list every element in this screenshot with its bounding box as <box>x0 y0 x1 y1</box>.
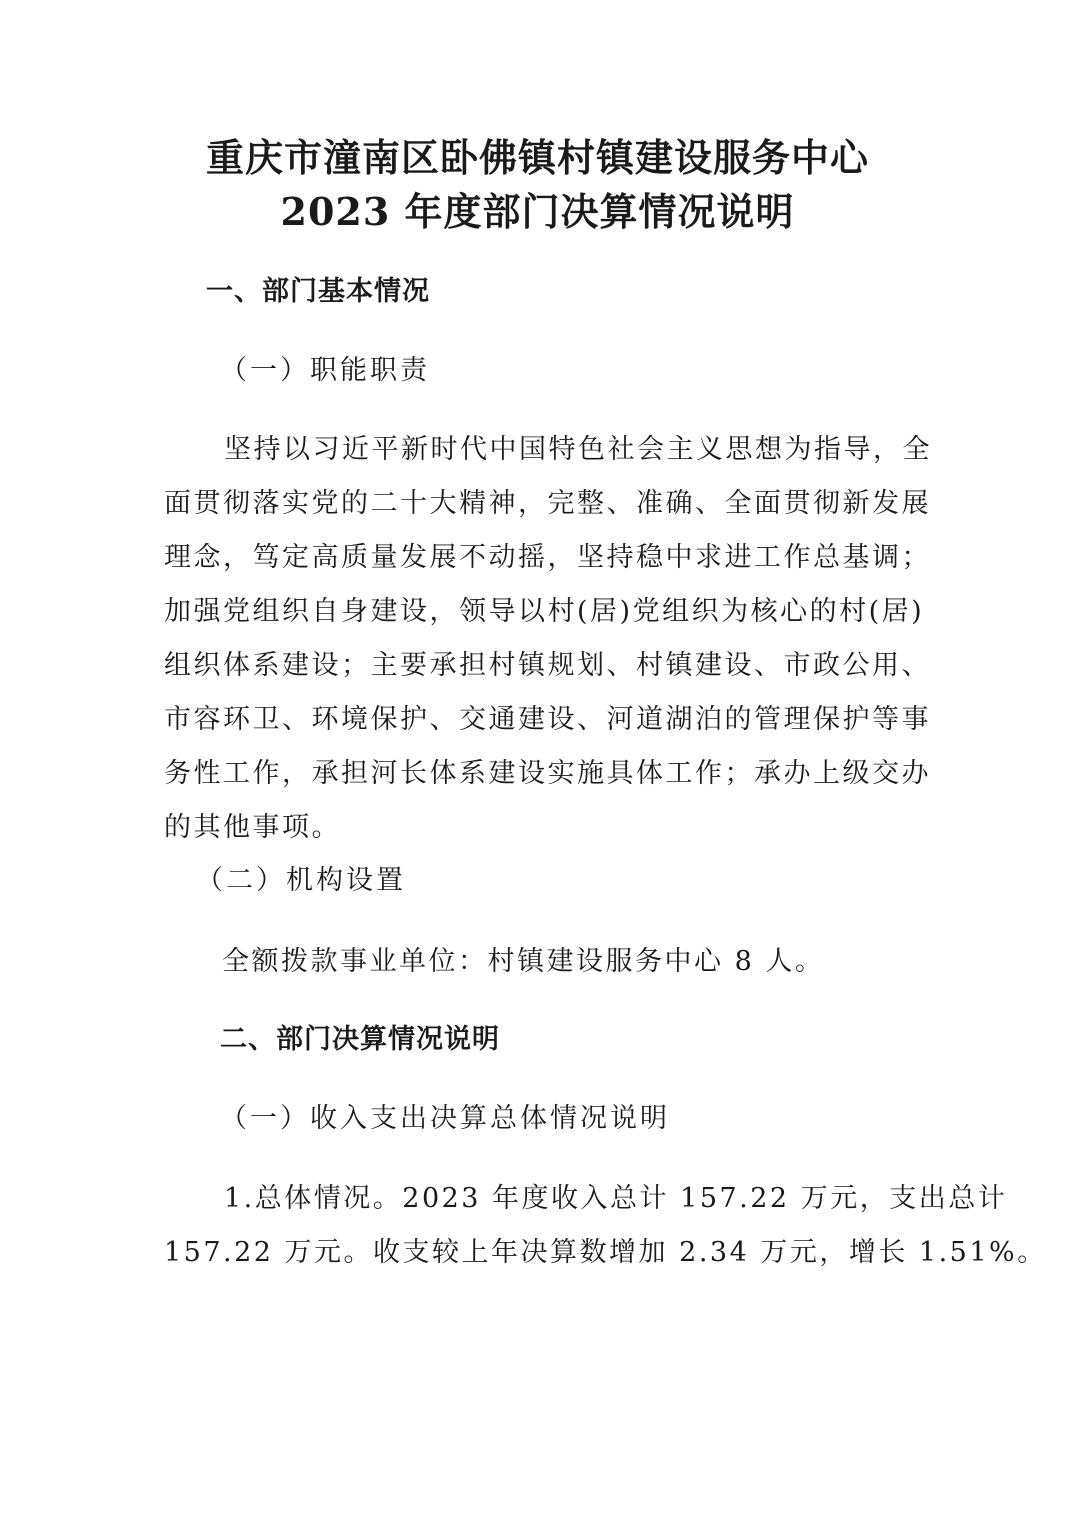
document-title-line1: 重庆市潼南区卧佛镇村镇建设服务中心 <box>205 135 869 180</box>
paragraph-line: 加强党组织自身建设，领导以村(居)党组织为核心的村(居) <box>164 596 925 627</box>
paragraph-line: 1.总体情况。2023 年度收入总计 157.22 万元，支出总计 <box>224 1183 1008 1214</box>
section1-sub2-text: 全额拨款事业单位：村镇建设服务中心 8 人。 <box>222 946 825 977</box>
section1-sub1-heading: （一）职能职责 <box>220 355 430 386</box>
section1-sub2-heading: （二）机构设置 <box>196 865 406 896</box>
paragraph-line: 157.22 万元。收支较上年决算数增加 2.34 万元，增长 1.51%。 <box>164 1237 1047 1268</box>
document-title-line2: 2023 年度部门决算情况说明 <box>280 189 795 234</box>
paragraph-line: 市容环卫、环境保护、交通建设、河道湖泊的管理保护等事 <box>164 704 931 735</box>
paragraph-line: 的其他事项。 <box>164 812 341 843</box>
section2-sub1-paragraph <box>164 1172 1047 1280</box>
paragraph-line: 坚持以习近平新时代中国特色社会主义思想为指导，全 <box>224 434 932 465</box>
paragraph-line: 理念，笃定高质量发展不动摇，坚持稳中求进工作总基调； <box>164 542 931 573</box>
section2-heading: 二、部门决算情况说明 <box>220 1024 500 1055</box>
section1-heading: 一、部门基本情况 <box>206 276 430 307</box>
section2-sub1-heading: （一）收入支出决算总体情况说明 <box>220 1103 670 1134</box>
paragraph-line: 面贯彻落实党的二十大精神，完整、准确、全面贯彻新发展 <box>164 488 931 519</box>
paragraph-line: 务性工作，承担河长体系建设实施具体工作；承办上级交办 <box>164 758 931 789</box>
paragraph-line: 组织体系建设；主要承担村镇规划、村镇建设、市政公用、 <box>164 650 931 681</box>
section1-sub1-paragraph <box>164 423 932 855</box>
